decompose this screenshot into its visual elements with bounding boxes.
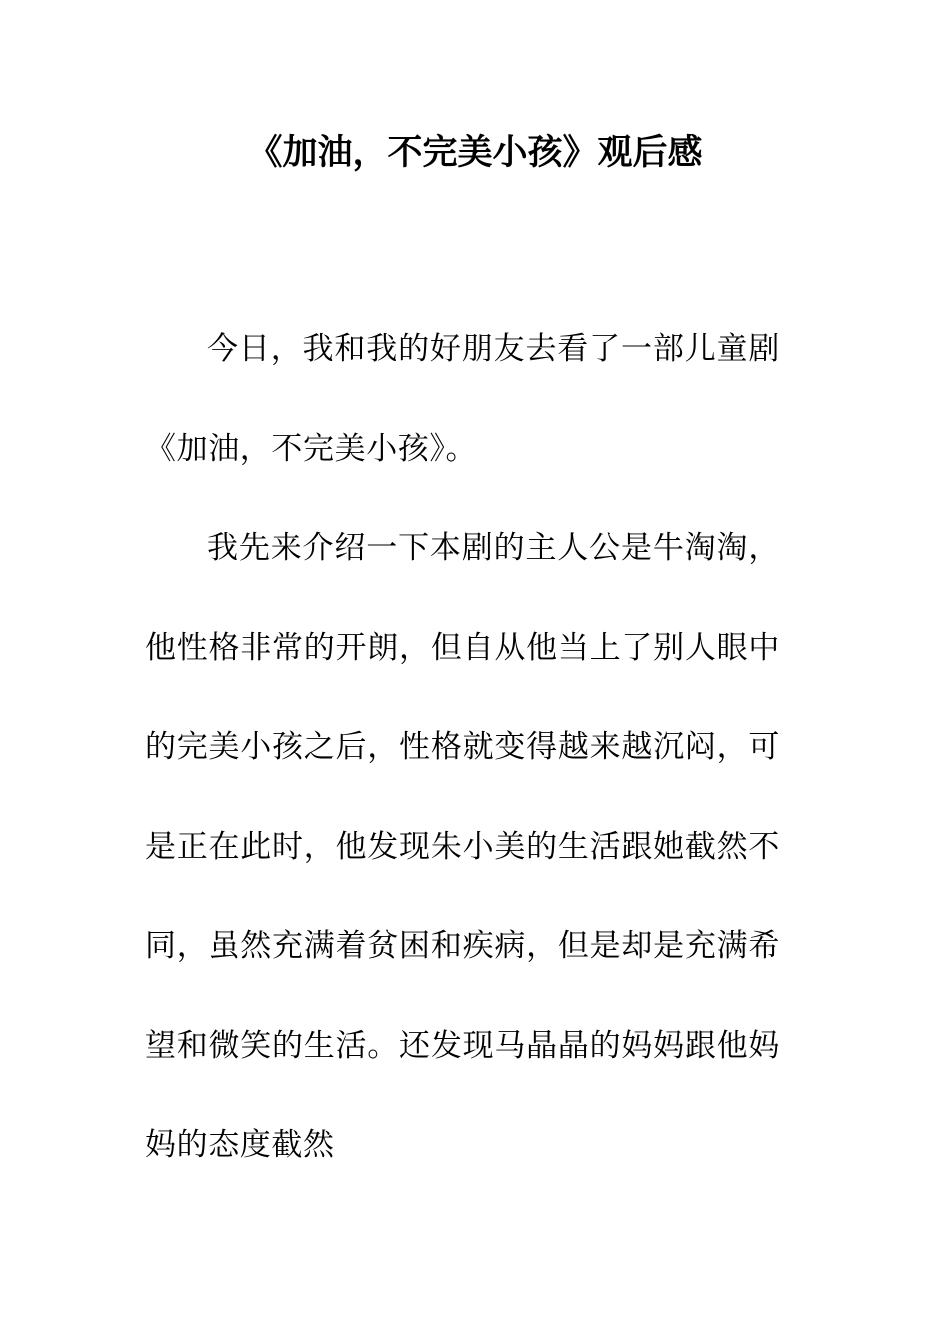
document-body bbox=[145, 300, 780, 1196]
document-title: 《加油，不完美小孩》观后感 bbox=[247, 133, 703, 173]
paragraph-2: 我先来介绍一下本剧的主人公是牛淘淘，他性格非常的开朗，但自从他当上了别人眼中的完美小孩之后，性格就变得越来越沉闷，可是正在此时，他发现朱小美的生活跟她截然不同，虽然充满着贫困和疾病，但是却是充满希望和微笑的生活。还发现马晶晶的妈妈跟他妈妈的态度截然 bbox=[145, 530, 780, 1163]
paragraph-1: 今日，我和我的好朋友去看了一部儿童剧《加油，不完美小孩》。 bbox=[145, 331, 780, 467]
